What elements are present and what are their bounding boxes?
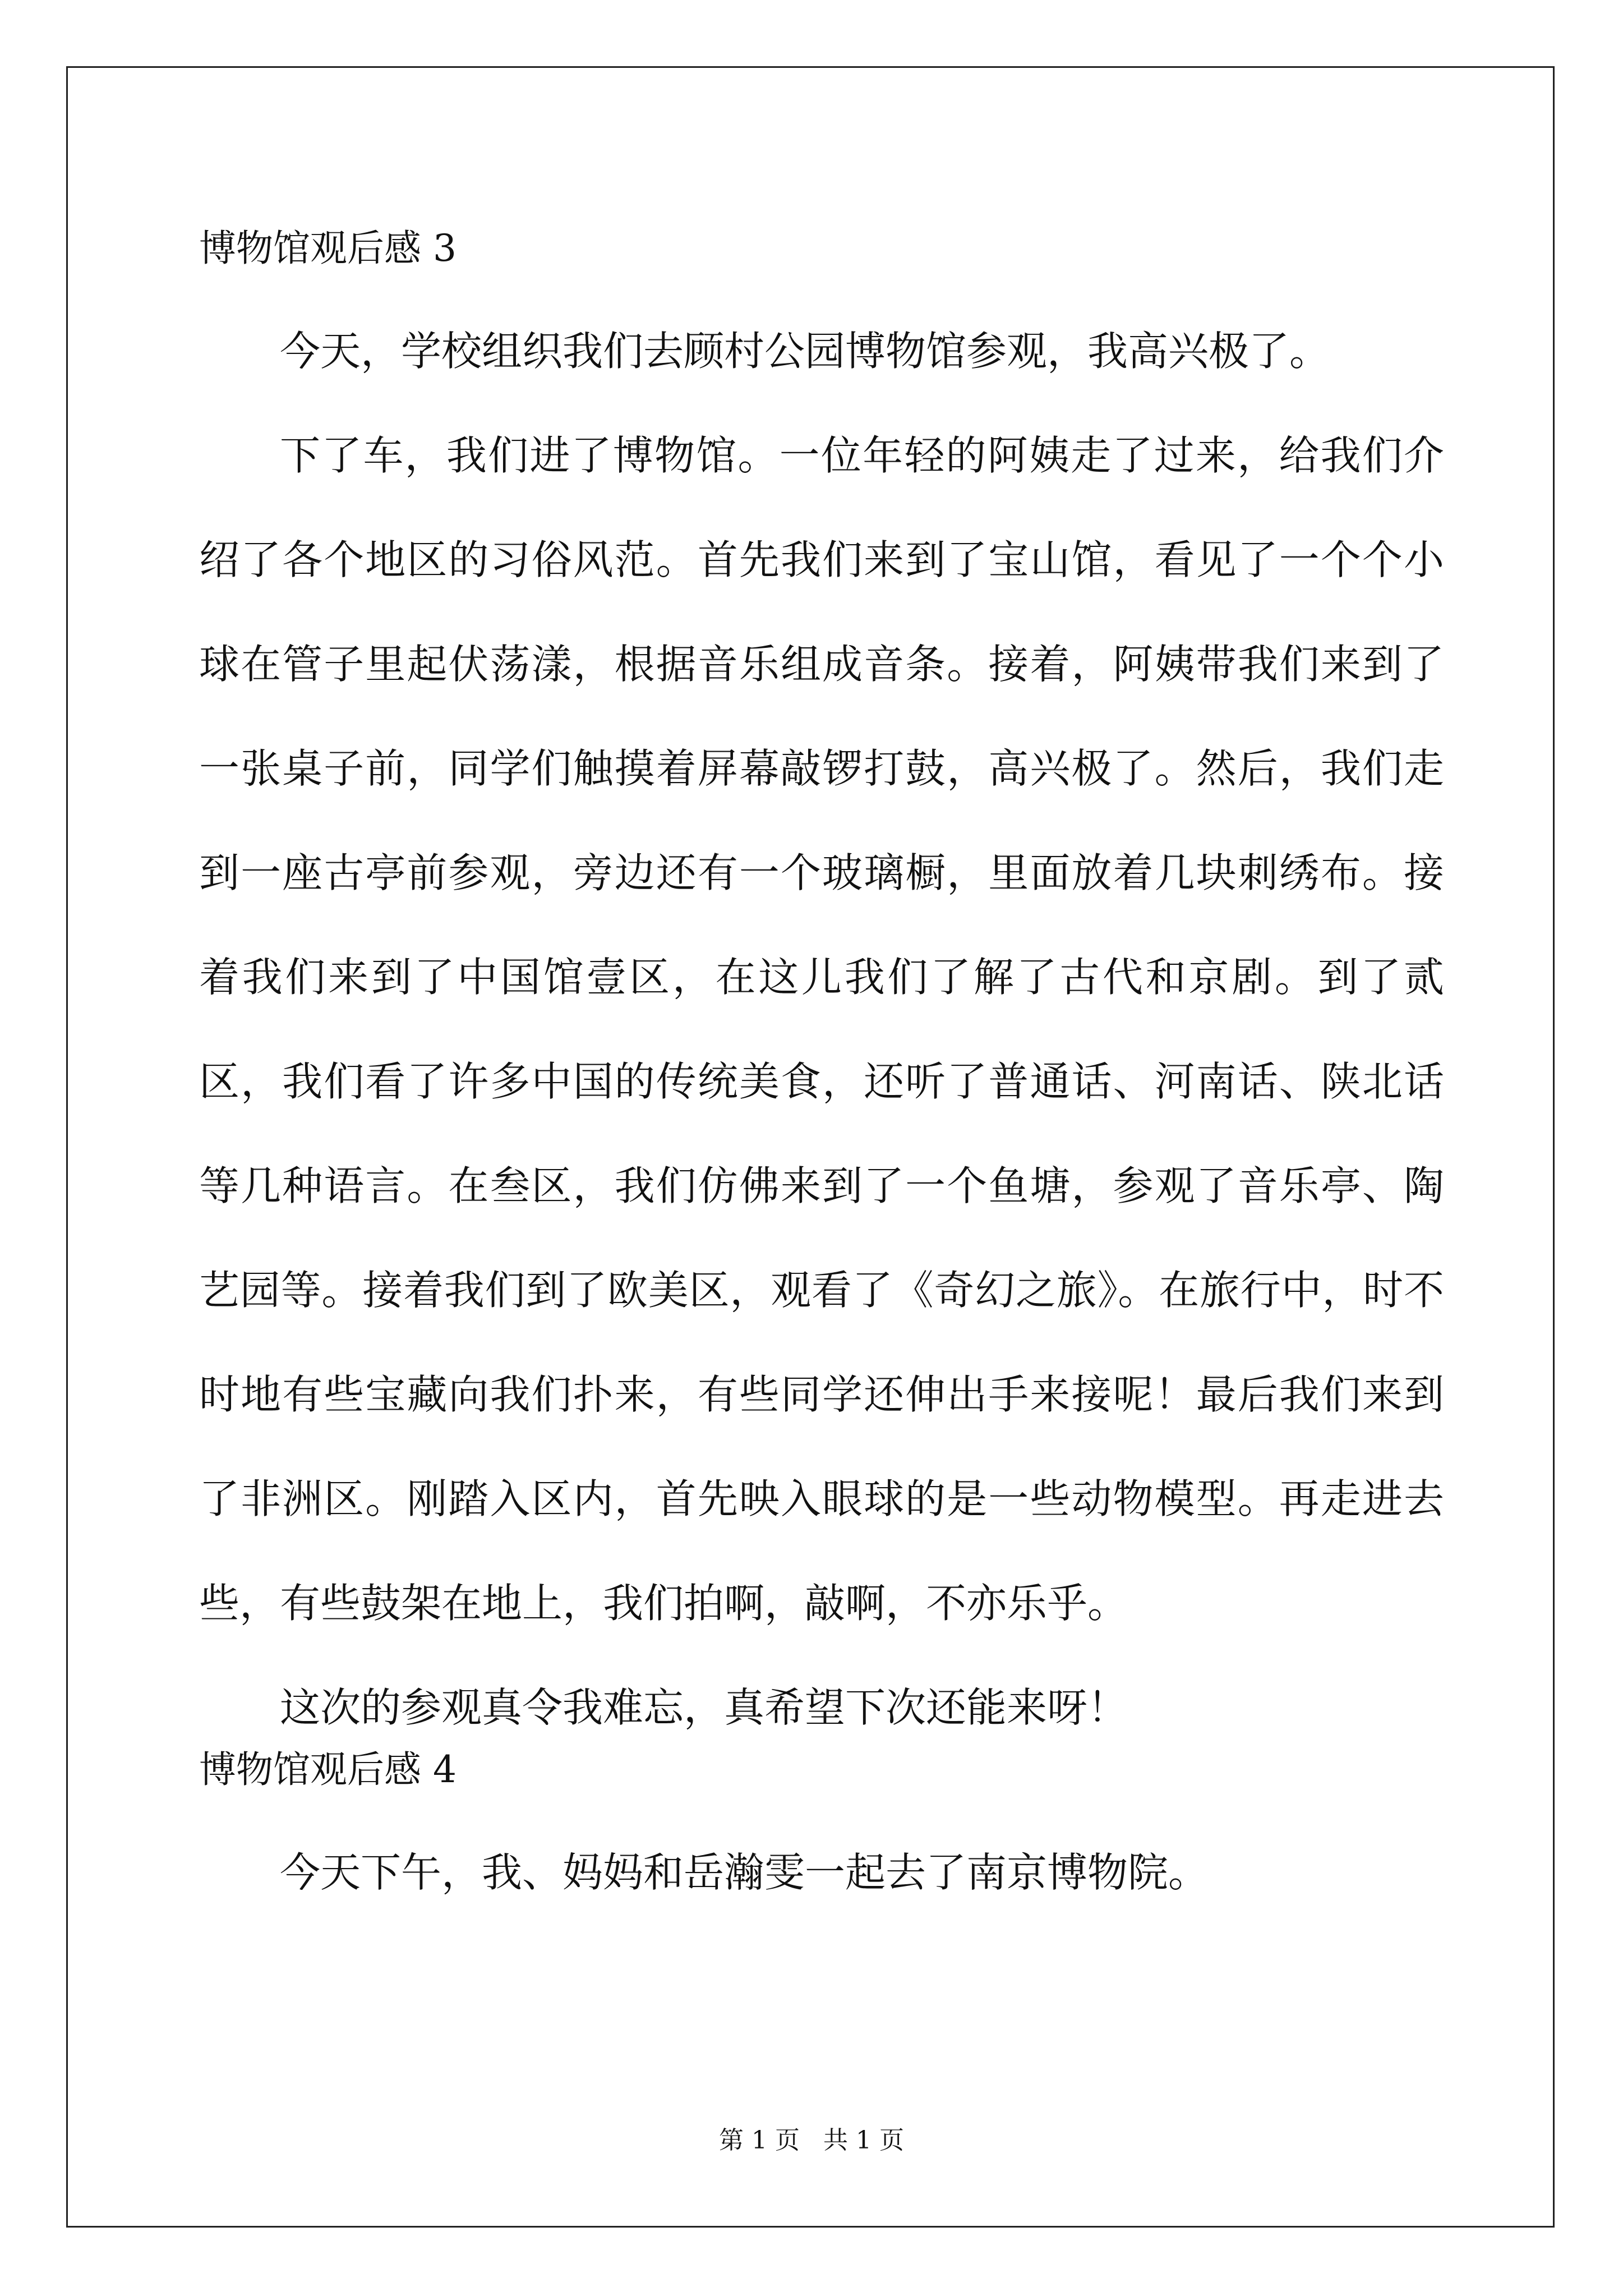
document-body (199, 222, 1444, 1925)
paragraph: 下了车，我们进了博物馆。一位年轻的阿姨走了过来，给我们介绍了各个地区的习俗风范。首先我们来到了宝山馆，看见了一个个小球在管子里起伏荡漾，根据音乐组成音条。接着，阿姨带我们来到了一张桌子前，同学们触摸着屏幕敲锣打鼓，高兴极了。然后，我们走到一座古亭前参观，旁边还有一个玻璃橱，里面放着几块刺绣布。接着我们来到了中国馆壹区，在这儿我们了解了古代和京剧。到了贰区，我们看了许多中国的传统美食，还听了普通话、河南话、陕北话等几种语言。在叁区，我们仿佛来到了一个鱼塘，参观了音乐亭、陶艺园等。接着我们到了欧美区，观看了《奇幻之旅》。在旅行中，时不时地有些宝藏向我们扑来，有些同学还伸出手来接呢！最后我们来到了非洲区。刚踏入区内，首先映入眼球的是一些动物模型。再走进去些，有些鼓架在地上，我们拍啊，敲啊，不亦乐乎。 (199, 432, 1444, 1627)
paragraph: 今天，学校组织我们去顾村公园博物馆参观，我高兴极了。 (280, 328, 1330, 375)
section-title: 博物馆观后感 3 (199, 227, 457, 270)
section-title: 博物馆观后感 4 (199, 1748, 457, 1791)
page-footer: 第 1 页 共 1 页 (719, 2126, 904, 2155)
paragraph: 今天下午，我、妈妈和岳瀚雯一起去了南京博物院。 (280, 1849, 1209, 1896)
paragraph: 这次的参观真令我难忘，真希望下次还能来呀！ (280, 1684, 1128, 1731)
